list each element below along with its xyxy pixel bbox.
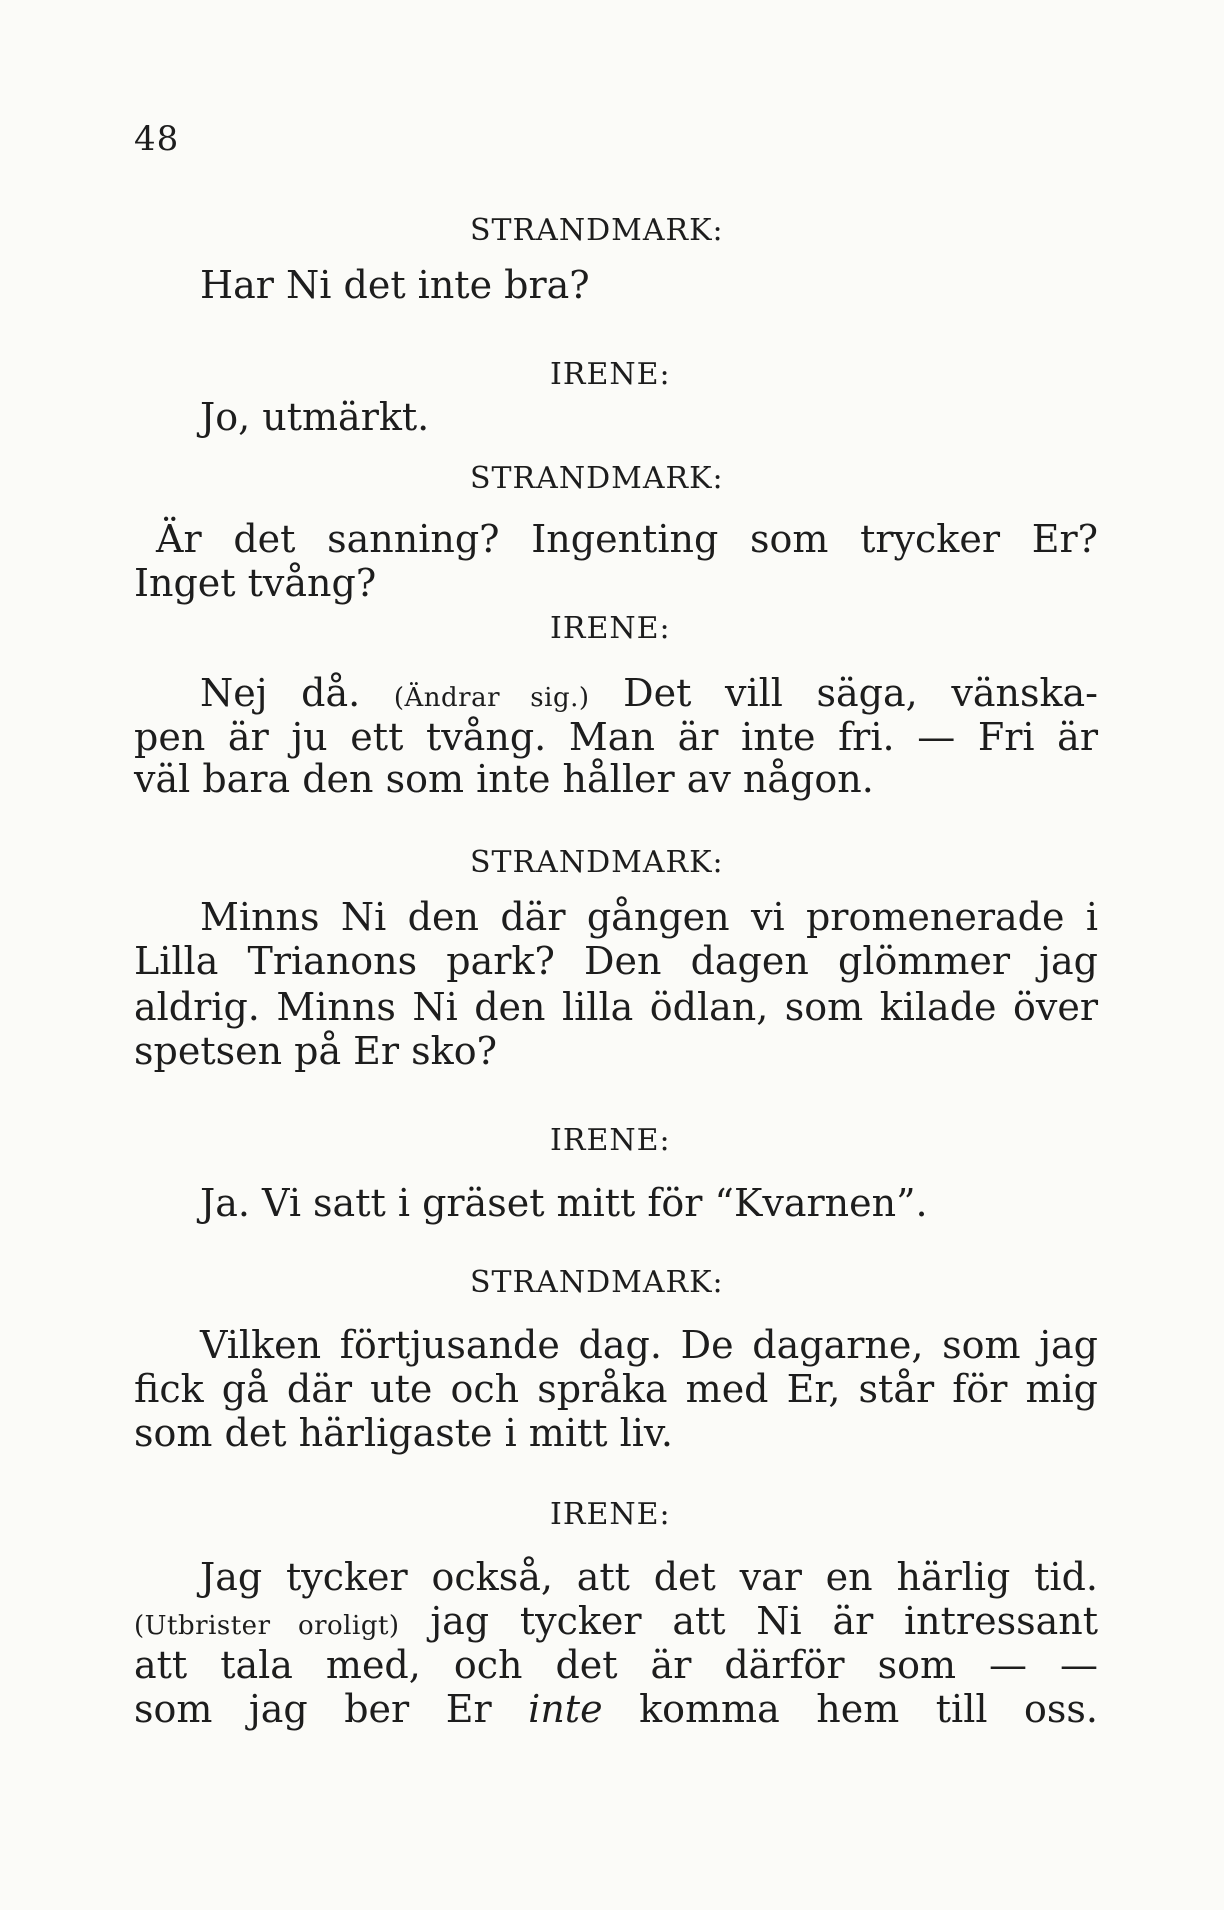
dialogue-line: Ja. Vi satt i gräset mitt för “Kvarnen”. bbox=[200, 1181, 928, 1225]
dialogue-line bbox=[200, 671, 1098, 715]
speaker-strandmark: STRANDMARK: bbox=[470, 1265, 724, 1300]
speaker-irene: IRENE: bbox=[550, 1123, 671, 1158]
dialogue-text: som jag ber Er bbox=[134, 1687, 492, 1731]
dialogue-line: Är det sanning? Ingenting som trycker Er? bbox=[156, 517, 1098, 561]
dialogue-line: pen är ju ett tvång. Man är inte fri. — Fri är bbox=[134, 715, 1098, 759]
emphasis-text: inte bbox=[528, 1687, 603, 1731]
speaker-irene: IRENE: bbox=[550, 611, 671, 646]
dialogue-line bbox=[134, 1687, 1098, 1731]
speaker-strandmark: STRANDMARK: bbox=[470, 213, 724, 248]
dialogue-line: Jag tycker också, att det var en härlig tid. bbox=[200, 1555, 1098, 1599]
speaker-strandmark: STRANDMARK: bbox=[470, 845, 724, 880]
dialogue-line: Har Ni det inte bra? bbox=[200, 263, 590, 307]
dialogue-line: som det härligaste i mitt liv. bbox=[134, 1411, 673, 1455]
dialogue-line: spetsen på Er sko? bbox=[134, 1029, 497, 1073]
dialogue-line: Minns Ni den där gången vi promenerade i bbox=[200, 895, 1098, 939]
dialogue-line: aldrig. Minns Ni den lilla ödlan, som kilade över bbox=[134, 985, 1098, 1029]
dialogue-line: Inget tvång? bbox=[134, 561, 377, 605]
page-number: 48 bbox=[134, 119, 180, 159]
speaker-irene: IRENE: bbox=[550, 1497, 671, 1532]
dialogue-line: Vilken förtjusande dag. De dagarne, som jag bbox=[200, 1323, 1098, 1367]
stage-direction: (Ändrar sig.) bbox=[393, 683, 590, 713]
dialogue-line: Jo, utmärkt. bbox=[200, 395, 430, 439]
speaker-strandmark: STRANDMARK: bbox=[470, 461, 724, 496]
dialogue-line: Lilla Trianons park? Den dagen glömmer jag bbox=[134, 939, 1098, 983]
dialogue-line bbox=[134, 1599, 1098, 1643]
stage-direction: (Utbrister oroligt) bbox=[134, 1611, 400, 1641]
speaker-irene: IRENE: bbox=[550, 357, 671, 392]
dialogue-text: komma hem till oss. bbox=[639, 1687, 1098, 1731]
dialogue-text: Nej då. bbox=[200, 671, 361, 715]
dialogue-line: väl bara den som inte håller av någon. bbox=[134, 757, 874, 801]
dialogue-text: Det vill säga, vänska- bbox=[623, 671, 1098, 715]
dialogue-line: fick gå där ute och språka med Er, står för mig bbox=[134, 1367, 1098, 1411]
dialogue-line: att tala med, och det är därför som — — bbox=[134, 1643, 1098, 1687]
dialogue-text: jag tycker att Ni är intressant bbox=[430, 1599, 1098, 1643]
